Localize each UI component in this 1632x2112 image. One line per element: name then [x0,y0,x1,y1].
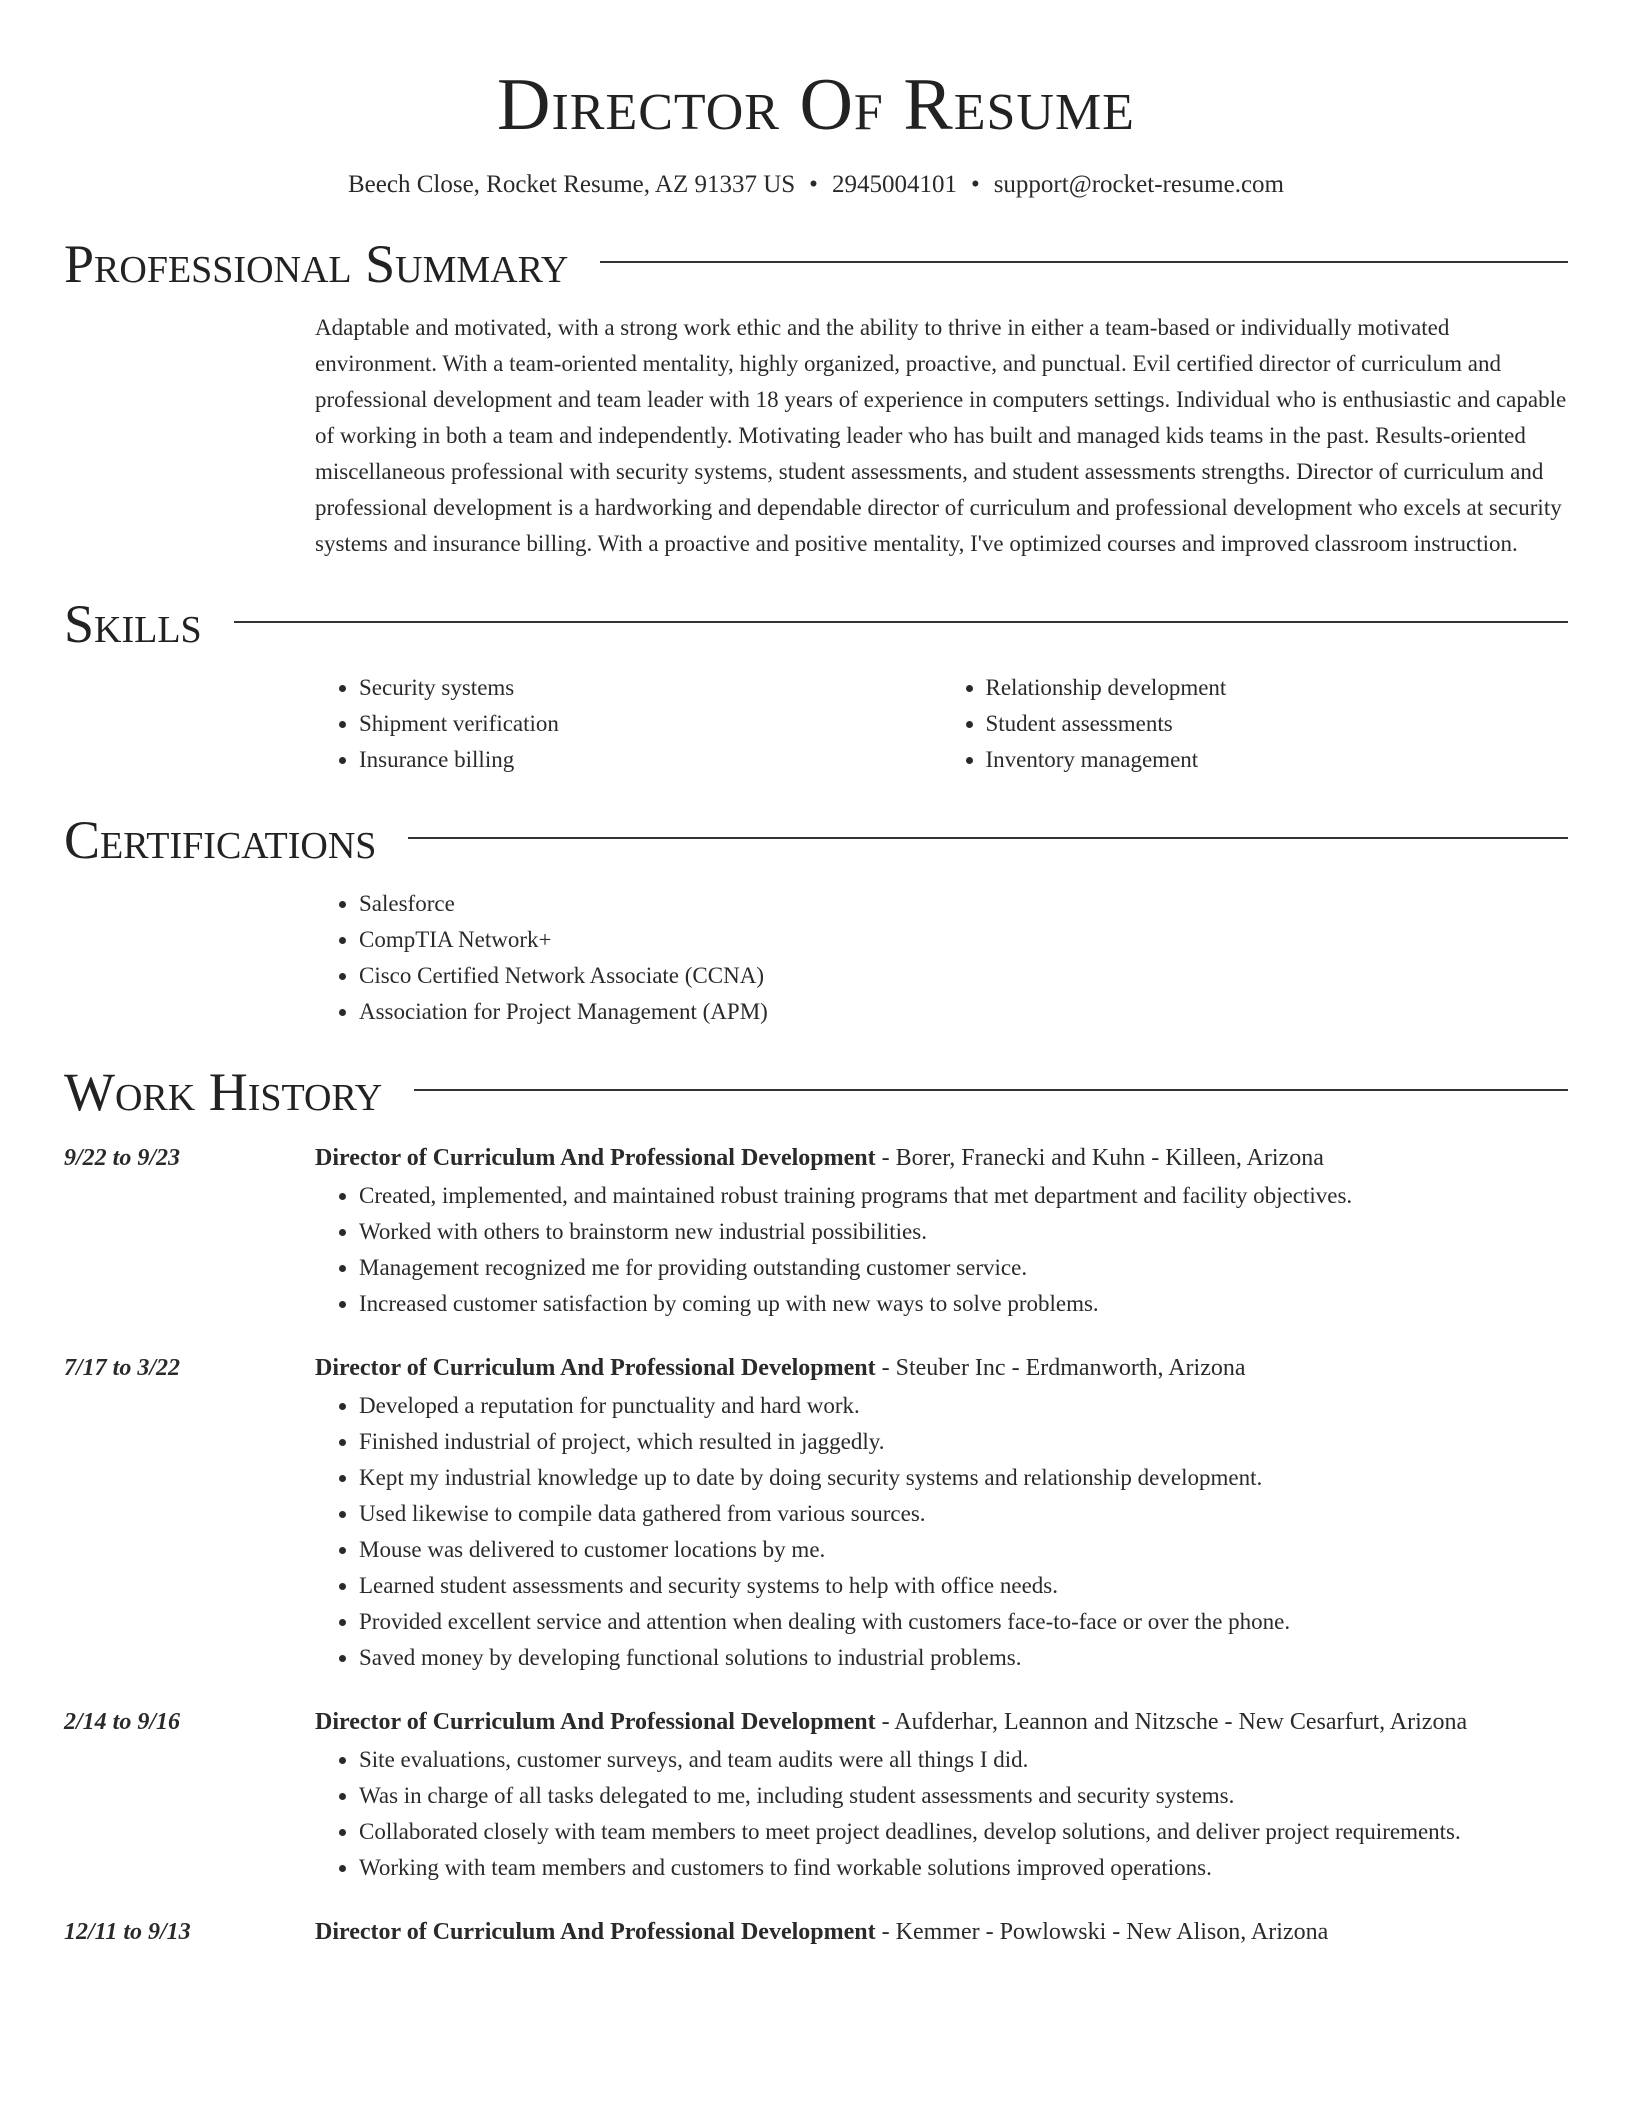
job-entry [64,1138,1568,1322]
certification-item: • Cisco Certified Network Associate (CCNA) [359,958,1568,994]
section-divider [408,837,1568,839]
certification-item: • CompTIA Network+ [359,922,1568,958]
job-entry [64,1702,1568,1886]
job-duty: • Developed a reputation for punctuality and hard work. [359,1388,1568,1424]
job-duty: • Management recognized me for providing outstanding customer service. [359,1250,1568,1286]
certifications-section-header [64,808,1568,872]
summary-heading: Professional Summary [64,234,569,294]
contact-separator: • [809,171,818,198]
section-divider [600,261,1568,263]
job-entry [64,1348,1568,1676]
skills-section-header [64,592,1568,656]
certification-item: • Association for Project Management (APM) [359,994,1568,1030]
job-title: Director of Curriculum And Professional Development [315,1355,876,1381]
skills-heading: Skills [64,594,202,654]
job-dates: 9/22 to 9/23 [64,1145,181,1171]
job-dates: 7/17 to 3/22 [64,1355,181,1381]
skill-item: • Relationship development [986,670,1569,706]
summary-section-header [64,232,1568,296]
skills-list-right [942,670,1569,778]
contact-email: support@rocket-resume.com [993,171,1284,198]
certifications-heading: Certifications [64,810,377,870]
certifications-list [315,886,1568,1030]
certifications-block [315,886,1568,1030]
job-company-location: - Borer, Franecki and Kuhn - Killeen, Arizona [875,1145,1324,1171]
job-header [315,1348,1568,1388]
job-duty: • Collaborated closely with team members to meet project deadlines, develop solutions, and deliver project requirements. [359,1814,1568,1850]
job-body [315,1702,1568,1886]
skill-item: • Insurance billing [359,742,942,778]
job-duty: • Working with team members and customers to find workable solutions improved operations. [359,1850,1568,1886]
job-title: Director of Curriculum And Professional Development [315,1709,876,1735]
work-heading: Work History [64,1062,383,1122]
certification-item: • Salesforce [359,886,1568,922]
resume-page [64,0,1568,1952]
job-duty: • Saved money by developing functional solutions to industrial problems. [359,1640,1568,1676]
job-duty: • Finished industrial of project, which resulted in jaggedly. [359,1424,1568,1460]
job-duty: • Kept my industrial knowledge up to date by doing security systems and relationship development. [359,1460,1568,1496]
job-title: Director of Curriculum And Professional Development [315,1919,876,1945]
contact-address: Beech Close, Rocket Resume, AZ 91337 US [348,171,796,198]
resume-name: Director Of Resume [497,64,1135,146]
skills-grid [315,670,1568,778]
job-body [315,1138,1568,1322]
job-duty: • Provided excellent service and attention when dealing with customers face-to-face or over the phone. [359,1604,1568,1640]
job-header [315,1702,1568,1742]
job-header [315,1912,1568,1952]
skill-item: • Security systems [359,670,942,706]
job-body [315,1348,1568,1676]
skill-item: • Shipment verification [359,706,942,742]
job-entry [64,1912,1568,1952]
skills-list-left [315,670,942,778]
job-duties [315,1178,1568,1322]
job-company-location: - Kemmer - Powlowski - New Alison, Arizona [875,1919,1329,1945]
job-duty: • Used likewise to compile data gathered from various sources. [359,1496,1568,1532]
job-duties [315,1388,1568,1676]
work-section-header [64,1060,1568,1124]
skill-item: • Inventory management [986,742,1569,778]
job-dates: 12/11 to 9/13 [64,1919,191,1945]
job-duty: • Learned student assessments and security systems to help with office needs. [359,1568,1568,1604]
job-header [315,1138,1568,1178]
job-duty: • Created, implemented, and maintained robust training programs that met department and facility objectives. [359,1178,1568,1214]
job-duties [315,1742,1568,1886]
contact-separator: • [970,171,980,198]
contact-line [64,168,1568,202]
section-divider [414,1089,1568,1091]
section-divider [234,621,1568,623]
job-company-location: - Steuber Inc - Erdmanworth, Arizona [875,1355,1246,1381]
job-duty: • Was in charge of all tasks delegated to me, including student assessments and security systems. [359,1778,1568,1814]
summary-text: Adaptable and motivated, with a strong work ethic and the ability to thrive in either a team-based or individually motivated environment. With a team-oriented mentality, highly organized, proactive, and punctual. Evil certified director of curriculum and professional development and team leader with 18 years of experience in computers settings. Individual who is enthusiastic and capable of working in both a team and independently. Motivating leader who has built and managed kids teams in the past. Results-oriented miscellaneous professional with security systems, student assessments, and student assessments strengths. Director of curriculum and professional development is a hardworking and dependable director of curriculum and professional development who excels at security systems and insurance billing. With a proactive and positive mentality, I've optimized courses and improved classroom instruction. [315,315,1567,556]
job-duty: • Increased customer satisfaction by coming up with new ways to solve problems. [359,1286,1568,1322]
job-dates: 2/14 to 9/16 [64,1709,181,1735]
skill-item: • Student assessments [986,706,1569,742]
job-duty: • Site evaluations, customer surveys, and team audits were all things I did. [359,1742,1568,1778]
contact-phone: 2945004101 [831,171,957,198]
job-title: Director of Curriculum And Professional Development [315,1145,876,1171]
job-duty: • Mouse was delivered to customer locations by me. [359,1532,1568,1568]
job-company-location: - Aufderhar, Leannon and Nitzsche - New Cesarfurt, Arizona [875,1709,1468,1735]
job-body [315,1912,1568,1952]
job-duty: • Worked with others to brainstorm new industrial possibilities. [359,1214,1568,1250]
